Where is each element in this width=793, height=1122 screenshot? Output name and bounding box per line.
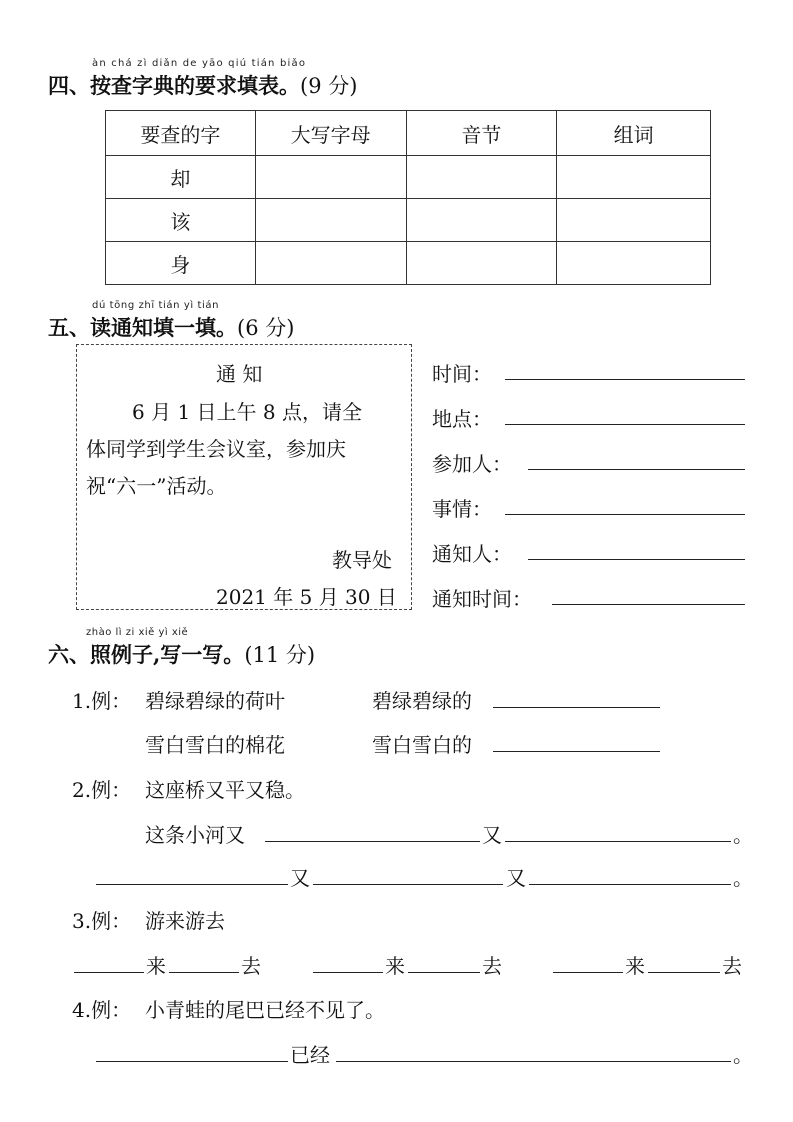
q3-blank-4[interactable]: [408, 972, 480, 973]
notice-line-1: 6 月 1 日上午 8 点，请全: [132, 400, 362, 424]
table-row: [106, 199, 711, 242]
q4-blank-a[interactable]: [96, 1061, 288, 1062]
field-participants-blank[interactable]: [528, 469, 745, 470]
field-notice-time-blank[interactable]: [552, 604, 745, 605]
section4-heading: [48, 70, 357, 100]
q3-blank-1[interactable]: [74, 972, 144, 973]
answer-cell[interactable]: [557, 156, 711, 199]
field-place-label: 地点：: [432, 407, 492, 431]
section4-score: (9 分): [300, 74, 358, 98]
field-time-blank[interactable]: [505, 379, 745, 380]
answer-cell[interactable]: [255, 242, 406, 285]
section5-heading: [48, 312, 294, 342]
table-row: [106, 242, 711, 285]
notice-line-2: 体同学到学生会议室，参加庆: [86, 437, 346, 461]
q3-lai-1: 来: [146, 954, 166, 978]
q3-qu-3: 去: [722, 954, 742, 978]
notice-sender: 教导处: [332, 548, 392, 572]
q3-qu-1: 去: [241, 954, 261, 978]
row-char: 该: [106, 199, 256, 242]
answer-cell[interactable]: [557, 199, 711, 242]
table-row: [106, 156, 711, 199]
q3-blank-5[interactable]: [553, 972, 623, 973]
q3-blank-6[interactable]: [648, 972, 720, 973]
q3-lai-2: 来: [385, 954, 405, 978]
notice-line-3: 祝“六一”活动。: [86, 474, 227, 498]
q1-example-2: 雪白雪白的棉花: [145, 733, 285, 757]
header-capital-letter: 大写字母: [255, 111, 406, 156]
q2-label: 2.例：: [72, 778, 132, 802]
q2-you-3: 又: [506, 866, 526, 890]
q4-period: 。: [733, 1043, 753, 1067]
notice-date: 2021 年 5 月 30 日: [216, 585, 397, 609]
section6-pinyin: zhào lì zi xiě yì xiě: [86, 627, 189, 638]
answer-cell[interactable]: [406, 156, 557, 199]
q4-label: 4.例：: [72, 998, 132, 1022]
q2-example: 这座桥又平又稳。: [145, 778, 305, 802]
dictionary-table: [105, 110, 711, 285]
field-participants-label: 参加人：: [432, 452, 512, 476]
q1-fill-2-blank[interactable]: [493, 751, 660, 752]
row-char: 身: [106, 242, 256, 285]
section6-score: (11 分): [244, 643, 316, 667]
q4-blank-b[interactable]: [336, 1061, 731, 1062]
q1-fill-1-prompt: 碧绿碧绿的: [372, 689, 472, 713]
section5-pinyin: dú tōng zhī tián yì tián: [92, 300, 220, 311]
q3-blank-3[interactable]: [313, 972, 383, 973]
field-place-blank[interactable]: [505, 424, 745, 425]
answer-cell[interactable]: [406, 199, 557, 242]
q2-you-2: 又: [290, 866, 310, 890]
q1-label: 1.例：: [72, 689, 132, 713]
q1-fill-2-prompt: 雪白雪白的: [372, 733, 472, 757]
section6-heading: [48, 639, 315, 669]
q2-line2-blank-a[interactable]: [96, 884, 288, 885]
answer-cell[interactable]: [406, 242, 557, 285]
field-matter-label: 事情：: [432, 497, 492, 521]
header-syllable: 音节: [406, 111, 557, 156]
q2-period-1: 。: [733, 823, 753, 847]
table-header-row: [106, 111, 711, 156]
q3-blank-2[interactable]: [169, 972, 239, 973]
header-char: 要查的字: [106, 111, 256, 156]
q2-you-1: 又: [482, 823, 502, 847]
q2-line2-blank-b[interactable]: [313, 884, 503, 885]
field-notifier-blank[interactable]: [528, 559, 745, 560]
q2-line1-blank-b[interactable]: [505, 841, 731, 842]
q3-lai-3: 来: [625, 954, 645, 978]
q3-label: 3.例：: [72, 909, 132, 933]
q4-yijing: 已经: [290, 1043, 330, 1067]
row-char: 却: [106, 156, 256, 199]
q2-period-2: 。: [733, 866, 753, 890]
section5-score: (6 分): [237, 316, 295, 340]
field-notice-time-label: 通知时间：: [432, 587, 532, 611]
section6-title: 六、照例子,写一写。: [48, 642, 245, 667]
field-notifier-label: 通知人：: [432, 542, 512, 566]
field-time-label: 时间：: [432, 362, 492, 386]
header-word: 组词: [557, 111, 711, 156]
field-matter-blank[interactable]: [505, 514, 745, 515]
answer-cell[interactable]: [557, 242, 711, 285]
section4-title: 四、按查字典的要求填表。: [48, 73, 300, 98]
notice-heading: 通 知: [216, 362, 263, 386]
q2-line1-blank-a[interactable]: [265, 841, 480, 842]
q2-line2-blank-c[interactable]: [529, 884, 731, 885]
answer-cell[interactable]: [255, 156, 406, 199]
section4-pinyin: àn chá zì diǎn de yāo qiú tián biǎo: [92, 58, 307, 69]
q1-fill-1-blank[interactable]: [493, 707, 660, 708]
q1-example-1: 碧绿碧绿的荷叶: [145, 689, 285, 713]
answer-cell[interactable]: [255, 199, 406, 242]
q3-example: 游来游去: [145, 909, 225, 933]
section5-title: 五、读通知填一填。: [48, 315, 237, 340]
q4-example: 小青蛙的尾巴已经不见了。: [145, 998, 385, 1022]
q2-prompt: 这条小河又: [145, 823, 245, 847]
q3-qu-2: 去: [482, 954, 502, 978]
